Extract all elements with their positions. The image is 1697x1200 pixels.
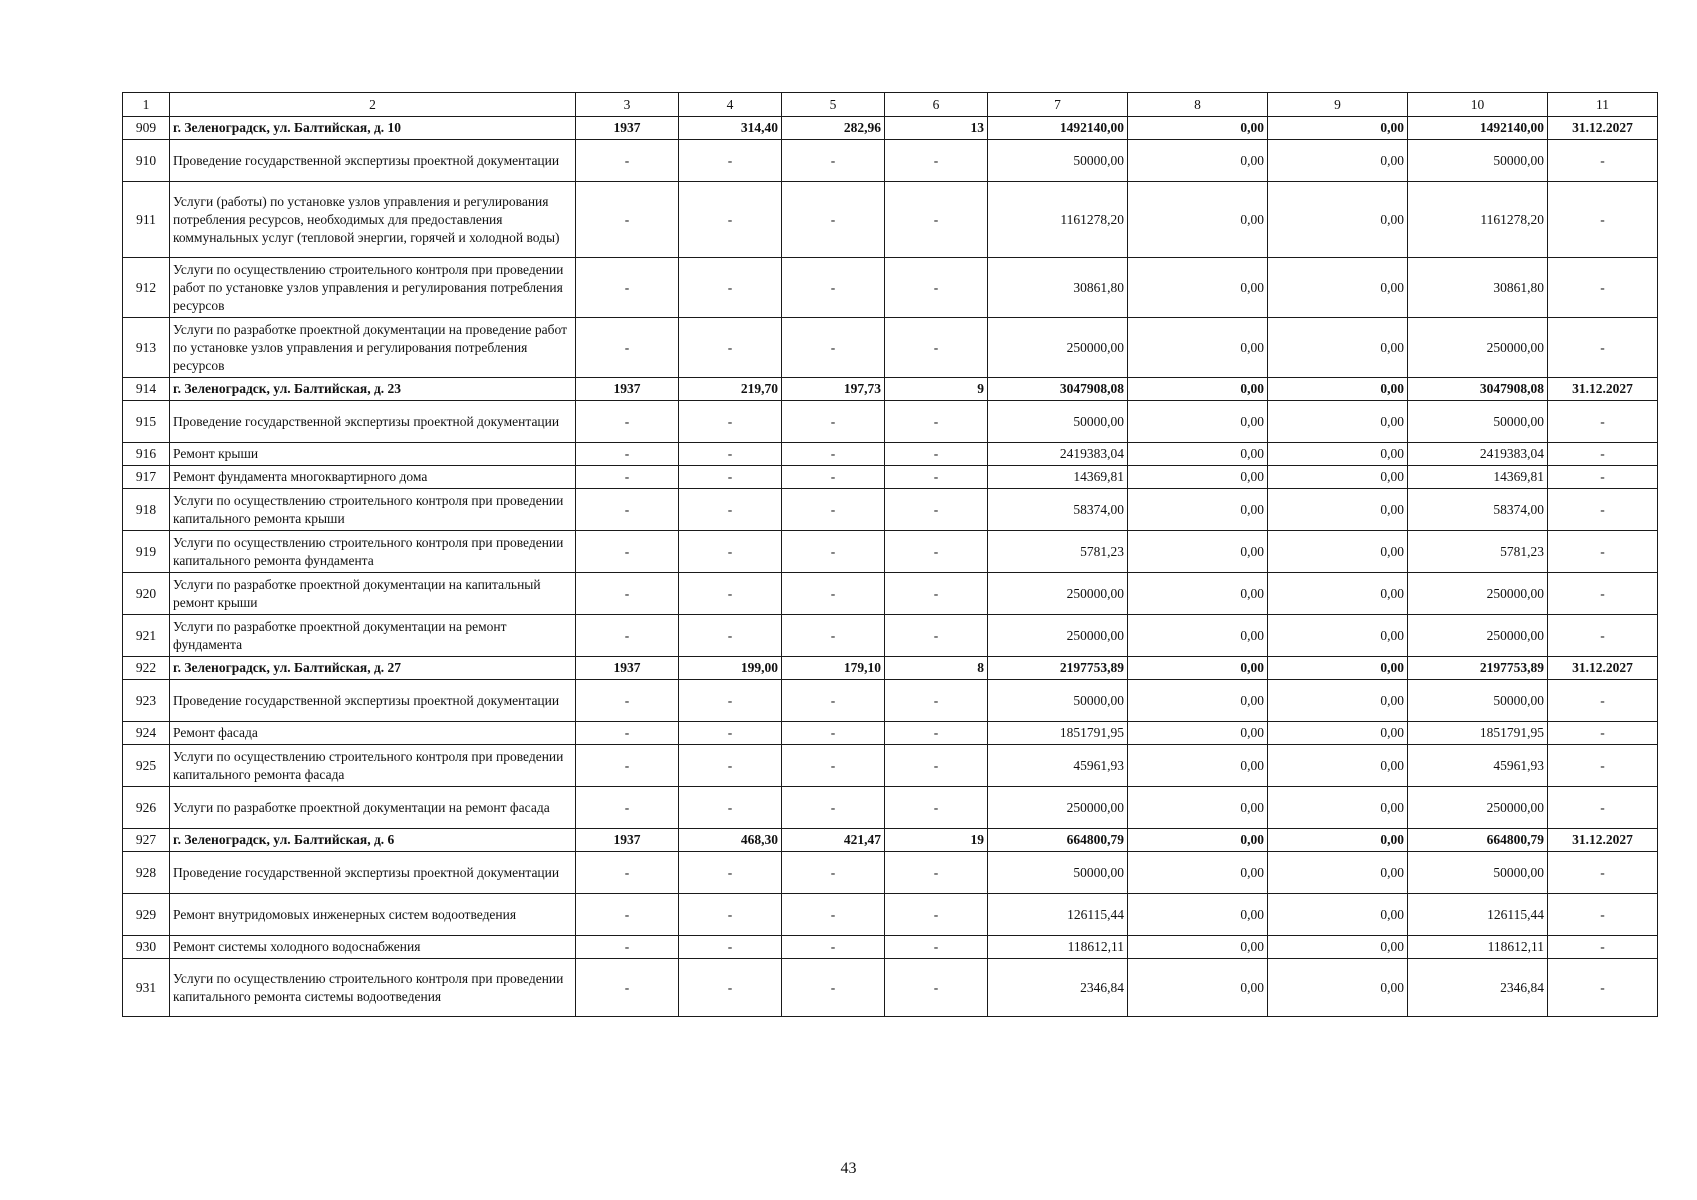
- area-total-cell: -: [679, 401, 782, 443]
- cost-total-cell: 664800,79: [988, 829, 1128, 852]
- deadline-cell: -: [1548, 852, 1658, 894]
- work-description: Услуги по осуществлению строительного контроля при проведении работ по установке узлов управления и регулирования потребления ресурсов: [170, 258, 576, 318]
- cost-col9-cell: 0,00: [1268, 531, 1408, 573]
- deadline-cell: 31.12.2027: [1548, 657, 1658, 680]
- year-cell: 1937: [576, 117, 679, 140]
- row-number: 909: [123, 117, 170, 140]
- area-living-cell: -: [782, 722, 885, 745]
- deadline-cell: -: [1548, 745, 1658, 787]
- row-number: 917: [123, 466, 170, 489]
- year-cell: -: [576, 787, 679, 829]
- header-cell: 9: [1268, 93, 1408, 117]
- residents-cell: -: [885, 466, 988, 489]
- residents-cell: -: [885, 401, 988, 443]
- cost-total-cell: 45961,93: [988, 745, 1128, 787]
- area-living-cell: -: [782, 443, 885, 466]
- cost-col8-cell: 0,00: [1128, 722, 1268, 745]
- cost-col9-cell: 0,00: [1268, 258, 1408, 318]
- cost-col9-cell: 0,00: [1268, 894, 1408, 936]
- area-total-cell: -: [679, 615, 782, 657]
- cost-total-cell: 1492140,00: [988, 117, 1128, 140]
- table-body: [123, 93, 1658, 1017]
- work-description: Услуги по разработке проектной документации на ремонт фасада: [170, 787, 576, 829]
- cost-col10-cell: 250000,00: [1408, 615, 1548, 657]
- work-description: Услуги (работы) по установке узлов управления и регулирования потребления ресурсов, необходимых для предоставления коммунальных услуг (тепловой энергии, горячей и холодной воды): [170, 182, 576, 258]
- deadline-cell: -: [1548, 722, 1658, 745]
- cost-col8-cell: 0,00: [1128, 258, 1268, 318]
- cost-col8-cell: 0,00: [1128, 489, 1268, 531]
- header-cell: 6: [885, 93, 988, 117]
- residents-cell: -: [885, 140, 988, 182]
- area-total-cell: -: [679, 936, 782, 959]
- cost-col10-cell: 14369,81: [1408, 466, 1548, 489]
- cost-total-cell: 118612,11: [988, 936, 1128, 959]
- row-number: 930: [123, 936, 170, 959]
- cost-col9-cell: 0,00: [1268, 936, 1408, 959]
- cost-col10-cell: 250000,00: [1408, 787, 1548, 829]
- area-living-cell: -: [782, 489, 885, 531]
- deadline-cell: -: [1548, 894, 1658, 936]
- table-row: [123, 894, 1658, 936]
- cost-col10-cell: 50000,00: [1408, 401, 1548, 443]
- cost-total-cell: 2346,84: [988, 959, 1128, 1017]
- header-cell: 11: [1548, 93, 1658, 117]
- header-cell: 3: [576, 93, 679, 117]
- deadline-cell: -: [1548, 401, 1658, 443]
- cost-col9-cell: 0,00: [1268, 401, 1408, 443]
- cost-col10-cell: 250000,00: [1408, 318, 1548, 378]
- cost-col9-cell: 0,00: [1268, 489, 1408, 531]
- cost-col8-cell: 0,00: [1128, 894, 1268, 936]
- cost-col8-cell: 0,00: [1128, 657, 1268, 680]
- deadline-cell: -: [1548, 489, 1658, 531]
- deadline-cell: -: [1548, 787, 1658, 829]
- cost-total-cell: 50000,00: [988, 140, 1128, 182]
- row-number: 925: [123, 745, 170, 787]
- area-total-cell: -: [679, 489, 782, 531]
- work-description: г. Зеленоградск, ул. Балтийская, д. 27: [170, 657, 576, 680]
- row-number: 931: [123, 959, 170, 1017]
- deadline-cell: -: [1548, 140, 1658, 182]
- work-description: Услуги по осуществлению строительного контроля при проведении капитального ремонта фундамента: [170, 531, 576, 573]
- cost-total-cell: 250000,00: [988, 573, 1128, 615]
- cost-col10-cell: 1161278,20: [1408, 182, 1548, 258]
- area-living-cell: -: [782, 182, 885, 258]
- table-row: [123, 573, 1658, 615]
- cost-col8-cell: 0,00: [1128, 829, 1268, 852]
- area-total-cell: -: [679, 531, 782, 573]
- cost-col10-cell: 126115,44: [1408, 894, 1548, 936]
- cost-col8-cell: 0,00: [1128, 140, 1268, 182]
- cost-col9-cell: 0,00: [1268, 657, 1408, 680]
- cost-col8-cell: 0,00: [1128, 117, 1268, 140]
- area-total-cell: 219,70: [679, 378, 782, 401]
- cost-col8-cell: 0,00: [1128, 680, 1268, 722]
- table-row: [123, 489, 1658, 531]
- row-number: 913: [123, 318, 170, 378]
- work-description: Ремонт системы холодного водоснабжения: [170, 936, 576, 959]
- cost-total-cell: 250000,00: [988, 787, 1128, 829]
- residents-cell: 13: [885, 117, 988, 140]
- cost-total-cell: 1161278,20: [988, 182, 1128, 258]
- row-number: 916: [123, 443, 170, 466]
- row-number: 919: [123, 531, 170, 573]
- area-living-cell: -: [782, 258, 885, 318]
- residents-cell: -: [885, 959, 988, 1017]
- row-number: 921: [123, 615, 170, 657]
- area-total-cell: -: [679, 680, 782, 722]
- cost-col9-cell: 0,00: [1268, 117, 1408, 140]
- work-description: Ремонт фундамента многоквартирного дома: [170, 466, 576, 489]
- row-number: 922: [123, 657, 170, 680]
- table-row: [123, 318, 1658, 378]
- deadline-cell: -: [1548, 318, 1658, 378]
- year-cell: -: [576, 443, 679, 466]
- area-total-cell: -: [679, 443, 782, 466]
- area-living-cell: 197,73: [782, 378, 885, 401]
- cost-col8-cell: 0,00: [1128, 182, 1268, 258]
- header-row: [123, 93, 1658, 117]
- table-row: [123, 466, 1658, 489]
- table-row: [123, 258, 1658, 318]
- cost-col10-cell: 50000,00: [1408, 852, 1548, 894]
- cost-col8-cell: 0,00: [1128, 401, 1268, 443]
- cost-col8-cell: 0,00: [1128, 318, 1268, 378]
- header-cell: 2: [170, 93, 576, 117]
- cost-col10-cell: 1851791,95: [1408, 722, 1548, 745]
- residents-cell: -: [885, 531, 988, 573]
- area-total-cell: 314,40: [679, 117, 782, 140]
- cost-col9-cell: 0,00: [1268, 680, 1408, 722]
- area-living-cell: -: [782, 787, 885, 829]
- residents-cell: -: [885, 787, 988, 829]
- deadline-cell: -: [1548, 615, 1658, 657]
- cost-total-cell: 50000,00: [988, 852, 1128, 894]
- cost-col8-cell: 0,00: [1128, 959, 1268, 1017]
- row-number: 915: [123, 401, 170, 443]
- work-description: Ремонт крыши: [170, 443, 576, 466]
- cost-col8-cell: 0,00: [1128, 443, 1268, 466]
- row-number: 911: [123, 182, 170, 258]
- row-number: 914: [123, 378, 170, 401]
- deadline-cell: -: [1548, 182, 1658, 258]
- cost-total-cell: 2197753,89: [988, 657, 1128, 680]
- address-row: [123, 378, 1658, 401]
- address-row: [123, 829, 1658, 852]
- row-number: 923: [123, 680, 170, 722]
- header-cell: 7: [988, 93, 1128, 117]
- cost-col10-cell: 118612,11: [1408, 936, 1548, 959]
- table-row: [123, 615, 1658, 657]
- area-living-cell: -: [782, 140, 885, 182]
- cost-col9-cell: 0,00: [1268, 443, 1408, 466]
- area-living-cell: -: [782, 615, 885, 657]
- work-description: г. Зеленоградск, ул. Балтийская, д. 6: [170, 829, 576, 852]
- area-living-cell: -: [782, 531, 885, 573]
- area-total-cell: -: [679, 722, 782, 745]
- cost-col8-cell: 0,00: [1128, 615, 1268, 657]
- residents-cell: -: [885, 722, 988, 745]
- area-living-cell: -: [782, 745, 885, 787]
- deadline-cell: 31.12.2027: [1548, 829, 1658, 852]
- area-total-cell: -: [679, 573, 782, 615]
- cost-col9-cell: 0,00: [1268, 787, 1408, 829]
- residents-cell: -: [885, 489, 988, 531]
- year-cell: 1937: [576, 657, 679, 680]
- deadline-cell: 31.12.2027: [1548, 117, 1658, 140]
- cost-col10-cell: 250000,00: [1408, 573, 1548, 615]
- residents-cell: -: [885, 745, 988, 787]
- area-living-cell: 179,10: [782, 657, 885, 680]
- deadline-cell: -: [1548, 680, 1658, 722]
- row-number: 929: [123, 894, 170, 936]
- year-cell: -: [576, 722, 679, 745]
- area-living-cell: -: [782, 401, 885, 443]
- work-description: Ремонт внутридомовых инженерных систем водоотведения: [170, 894, 576, 936]
- residents-cell: -: [885, 258, 988, 318]
- work-description: Проведение государственной экспертизы проектной документации: [170, 401, 576, 443]
- cost-col10-cell: 2346,84: [1408, 959, 1548, 1017]
- page-number: 43: [840, 1160, 857, 1177]
- cost-col9-cell: 0,00: [1268, 829, 1408, 852]
- area-living-cell: -: [782, 680, 885, 722]
- area-total-cell: -: [679, 894, 782, 936]
- cost-total-cell: 5781,23: [988, 531, 1128, 573]
- cost-total-cell: 30861,80: [988, 258, 1128, 318]
- cost-col8-cell: 0,00: [1128, 852, 1268, 894]
- cost-col9-cell: 0,00: [1268, 722, 1408, 745]
- table-row: [123, 182, 1658, 258]
- cost-col9-cell: 0,00: [1268, 466, 1408, 489]
- work-description: Проведение государственной экспертизы проектной документации: [170, 140, 576, 182]
- table-row: [123, 443, 1658, 466]
- residents-cell: 19: [885, 829, 988, 852]
- work-description: Услуги по разработке проектной документации на проведение работ по установке узлов управления и регулирования потребления ресурсов: [170, 318, 576, 378]
- cost-col8-cell: 0,00: [1128, 531, 1268, 573]
- works-table: [122, 92, 1658, 1017]
- residents-cell: -: [885, 573, 988, 615]
- deadline-cell: -: [1548, 936, 1658, 959]
- area-living-cell: -: [782, 894, 885, 936]
- cost-col9-cell: 0,00: [1268, 182, 1408, 258]
- area-total-cell: -: [679, 466, 782, 489]
- residents-cell: -: [885, 443, 988, 466]
- area-total-cell: -: [679, 140, 782, 182]
- area-total-cell: -: [679, 787, 782, 829]
- table-row: [123, 936, 1658, 959]
- cost-col8-cell: 0,00: [1128, 378, 1268, 401]
- year-cell: 1937: [576, 829, 679, 852]
- cost-col8-cell: 0,00: [1128, 787, 1268, 829]
- table-row: [123, 140, 1658, 182]
- table-row: [123, 959, 1658, 1017]
- year-cell: -: [576, 615, 679, 657]
- year-cell: -: [576, 318, 679, 378]
- cost-col10-cell: 50000,00: [1408, 140, 1548, 182]
- area-living-cell: 421,47: [782, 829, 885, 852]
- work-description: Проведение государственной экспертизы проектной документации: [170, 680, 576, 722]
- deadline-cell: -: [1548, 531, 1658, 573]
- table-row: [123, 401, 1658, 443]
- header-cell: 5: [782, 93, 885, 117]
- work-description: Проведение государственной экспертизы проектной документации: [170, 852, 576, 894]
- cost-col10-cell: 50000,00: [1408, 680, 1548, 722]
- year-cell: 1937: [576, 378, 679, 401]
- residents-cell: -: [885, 615, 988, 657]
- cost-total-cell: 3047908,08: [988, 378, 1128, 401]
- area-total-cell: -: [679, 258, 782, 318]
- row-number: 910: [123, 140, 170, 182]
- table-row: [123, 745, 1658, 787]
- cost-col10-cell: 5781,23: [1408, 531, 1548, 573]
- cost-col10-cell: 30861,80: [1408, 258, 1548, 318]
- year-cell: -: [576, 894, 679, 936]
- cost-total-cell: 50000,00: [988, 401, 1128, 443]
- cost-col10-cell: 3047908,08: [1408, 378, 1548, 401]
- year-cell: -: [576, 959, 679, 1017]
- row-number: 926: [123, 787, 170, 829]
- table-row: [123, 680, 1658, 722]
- table-row: [123, 531, 1658, 573]
- year-cell: -: [576, 182, 679, 258]
- deadline-cell: -: [1548, 959, 1658, 1017]
- work-description: Услуги по осуществлению строительного контроля при проведении капитального ремонта системы водоотведения: [170, 959, 576, 1017]
- row-number: 927: [123, 829, 170, 852]
- work-description: Услуги по осуществлению строительного контроля при проведении капитального ремонта крыши: [170, 489, 576, 531]
- cost-col10-cell: 2197753,89: [1408, 657, 1548, 680]
- area-total-cell: 468,30: [679, 829, 782, 852]
- area-living-cell: -: [782, 573, 885, 615]
- year-cell: -: [576, 401, 679, 443]
- year-cell: -: [576, 531, 679, 573]
- year-cell: -: [576, 936, 679, 959]
- area-living-cell: -: [782, 466, 885, 489]
- residents-cell: -: [885, 894, 988, 936]
- work-description: г. Зеленоградск, ул. Балтийская, д. 23: [170, 378, 576, 401]
- deadline-cell: -: [1548, 258, 1658, 318]
- cost-total-cell: 14369,81: [988, 466, 1128, 489]
- cost-total-cell: 126115,44: [988, 894, 1128, 936]
- cost-total-cell: 2419383,04: [988, 443, 1128, 466]
- cost-col10-cell: 45961,93: [1408, 745, 1548, 787]
- year-cell: -: [576, 489, 679, 531]
- cost-col9-cell: 0,00: [1268, 318, 1408, 378]
- area-living-cell: -: [782, 936, 885, 959]
- work-description: Ремонт фасада: [170, 722, 576, 745]
- cost-col9-cell: 0,00: [1268, 852, 1408, 894]
- cost-col9-cell: 0,00: [1268, 573, 1408, 615]
- year-cell: -: [576, 745, 679, 787]
- area-total-cell: -: [679, 318, 782, 378]
- row-number: 912: [123, 258, 170, 318]
- residents-cell: -: [885, 936, 988, 959]
- cost-col8-cell: 0,00: [1128, 936, 1268, 959]
- residents-cell: -: [885, 182, 988, 258]
- residents-cell: -: [885, 318, 988, 378]
- area-total-cell: -: [679, 182, 782, 258]
- area-total-cell: -: [679, 959, 782, 1017]
- header-cell: 10: [1408, 93, 1548, 117]
- year-cell: -: [576, 852, 679, 894]
- area-total-cell: -: [679, 852, 782, 894]
- work-description: Услуги по разработке проектной документации на ремонт фундамента: [170, 615, 576, 657]
- deadline-cell: 31.12.2027: [1548, 378, 1658, 401]
- address-row: [123, 117, 1658, 140]
- area-living-cell: 282,96: [782, 117, 885, 140]
- cost-total-cell: 250000,00: [988, 615, 1128, 657]
- row-number: 928: [123, 852, 170, 894]
- year-cell: -: [576, 140, 679, 182]
- work-description: г. Зеленоградск, ул. Балтийская, д. 10: [170, 117, 576, 140]
- row-number: 924: [123, 722, 170, 745]
- residents-cell: -: [885, 680, 988, 722]
- header-cell: 4: [679, 93, 782, 117]
- residents-cell: 8: [885, 657, 988, 680]
- cost-col9-cell: 0,00: [1268, 140, 1408, 182]
- deadline-cell: -: [1548, 466, 1658, 489]
- area-living-cell: -: [782, 852, 885, 894]
- header-cell: 1: [123, 93, 170, 117]
- cost-col9-cell: 0,00: [1268, 378, 1408, 401]
- residents-cell: 9: [885, 378, 988, 401]
- cost-col10-cell: 664800,79: [1408, 829, 1548, 852]
- cost-total-cell: 58374,00: [988, 489, 1128, 531]
- area-living-cell: -: [782, 959, 885, 1017]
- cost-total-cell: 250000,00: [988, 318, 1128, 378]
- deadline-cell: -: [1548, 443, 1658, 466]
- cost-col8-cell: 0,00: [1128, 573, 1268, 615]
- cost-col9-cell: 0,00: [1268, 745, 1408, 787]
- year-cell: -: [576, 680, 679, 722]
- cost-col8-cell: 0,00: [1128, 466, 1268, 489]
- table-row: [123, 722, 1658, 745]
- cost-col8-cell: 0,00: [1128, 745, 1268, 787]
- cost-col9-cell: 0,00: [1268, 959, 1408, 1017]
- address-row: [123, 657, 1658, 680]
- header-cell: 8: [1128, 93, 1268, 117]
- year-cell: -: [576, 573, 679, 615]
- work-description: Услуги по разработке проектной документации на капитальный ремонт крыши: [170, 573, 576, 615]
- cost-total-cell: 1851791,95: [988, 722, 1128, 745]
- year-cell: -: [576, 258, 679, 318]
- residents-cell: -: [885, 852, 988, 894]
- area-total-cell: 199,00: [679, 657, 782, 680]
- work-description: Услуги по осуществлению строительного контроля при проведении капитального ремонта фасада: [170, 745, 576, 787]
- cost-col10-cell: 2419383,04: [1408, 443, 1548, 466]
- year-cell: -: [576, 466, 679, 489]
- table-row: [123, 787, 1658, 829]
- cost-total-cell: 50000,00: [988, 680, 1128, 722]
- row-number: 918: [123, 489, 170, 531]
- table-row: [123, 852, 1658, 894]
- deadline-cell: -: [1548, 573, 1658, 615]
- cost-col10-cell: 1492140,00: [1408, 117, 1548, 140]
- row-number: 920: [123, 573, 170, 615]
- area-living-cell: -: [782, 318, 885, 378]
- cost-col9-cell: 0,00: [1268, 615, 1408, 657]
- cost-col10-cell: 58374,00: [1408, 489, 1548, 531]
- area-total-cell: -: [679, 745, 782, 787]
